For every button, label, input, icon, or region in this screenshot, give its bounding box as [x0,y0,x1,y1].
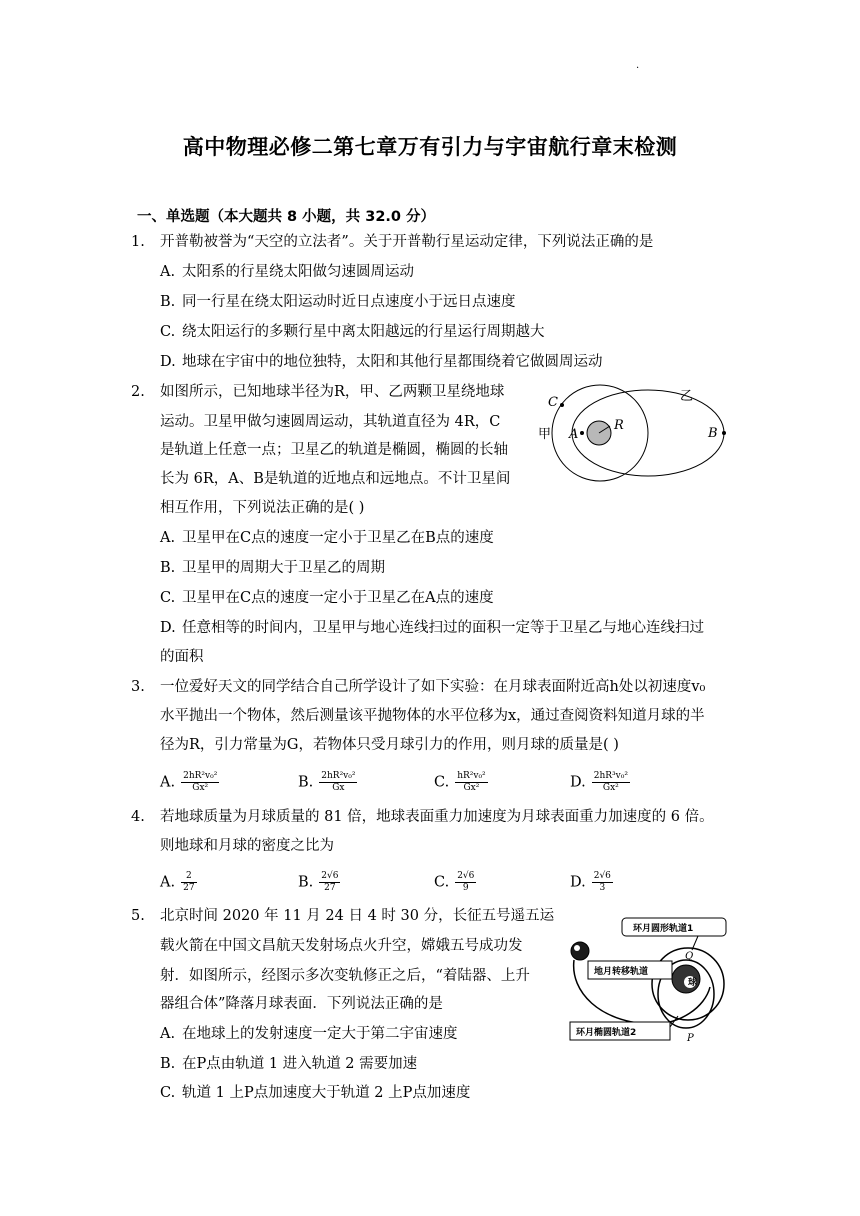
label-jia: 甲 [538,427,552,442]
question-stem-line: 北京时间 2020 年 11 月 24 日 4 时 30 分，长征五号遥五运 [160,908,555,924]
option-letter: B. [298,874,314,891]
label-transfer: 地月转移轨道 [594,967,649,977]
orbit-diagram [532,382,732,500]
option-letter: D. [570,774,586,791]
question-stem-line: 若地球质量为月球质量的 81 倍，地球表面重力加速度为月球表面重力加速度的 6 倍。 [160,809,714,825]
option-c [434,771,488,794]
option-d-continued: 的面积 [160,649,204,665]
option-a [160,771,219,794]
option-letter: A. [160,774,176,791]
option-text: 在地球上的发射速度一定大于第二宇宙速度 [182,1026,458,1042]
question-stem-line: 载火箭在中国文昌航天发射场点火升空，嫦娥五号成功发 [160,938,523,954]
question-stem-line: 径为R，引力常量为G，若物体只受月球引力的作用，则月球的质量是( ) [160,737,619,753]
point-c [560,403,564,407]
fraction-numerator: 2hR²v₀² [321,771,356,781]
option-a [160,262,414,282]
label-track2: 环月椭圆轨道2 [576,1028,637,1038]
option-b [160,558,385,578]
point-b [722,431,726,435]
option-fraction [319,871,340,894]
fraction-denominator: 9 [462,883,469,893]
fraction-numerator: 2√6 [457,871,475,881]
option-text: 任意相等的时间内，卫星甲与地心连线扫过的面积一定等于卫星乙与地心连线扫过 [182,620,704,636]
option-letter: D. [160,620,176,636]
option-letter: C. [160,1085,176,1101]
question-stem-line: 则地球和月球的密度之比为 [160,838,334,854]
option-fraction [181,871,196,894]
header-dot: . [636,60,640,71]
fraction-numerator: 2√6 [593,871,611,881]
question-number: 4. [131,809,145,825]
fraction-denominator: Gx² [192,783,209,793]
option-b [160,1054,417,1074]
question-stem: 开普勒被誉为“天空的立法者”。关于开普勒行星运动定律，下列说法正确的是 [160,234,654,250]
fraction-denominator: Gx² [602,783,619,793]
question-number: 5. [131,908,145,924]
option-letter: A. [160,264,176,280]
option-letter: D. [160,354,176,370]
option-letter: B. [160,1056,176,1072]
option-text: 卫星甲的周期大于卫星乙的周期 [182,560,385,576]
option-text: 卫星甲在C点的速度一定小于卫星乙在A点的速度 [182,590,494,606]
option-fraction [181,771,219,794]
option-letter: A. [160,874,176,891]
option-c [160,322,545,342]
option-d [570,871,613,894]
label-a: A [569,427,579,442]
option-c [160,1083,470,1103]
option-c [160,588,494,608]
option-fraction [455,771,487,794]
fraction-numerator: 2 [181,871,196,883]
label-b: B [708,426,718,441]
option-a [160,528,494,548]
option-letter: D. [570,874,586,891]
option-d [570,771,630,794]
option-text: 地球在宇宙中的地位独特，太阳和其他行星都围绕着它做圆周运动 [182,354,603,370]
fraction-denominator: Gx² [463,783,480,793]
option-a [160,871,197,894]
moon-label: 球 [688,978,698,988]
option-letter: C. [160,590,176,606]
option-fraction [592,771,630,794]
option-text: 绕太阳运行的多颗行星中离太阳越远的行星运行周期越大 [182,324,545,340]
option-letter: C. [434,774,450,791]
option-b [298,771,357,794]
label-yi: 乙 [680,389,694,404]
option-letter: B. [160,560,176,576]
fraction-denominator: 3 [599,883,606,893]
option-letter: A. [160,530,176,546]
fraction-numerator: 2hR²v₀² [183,771,218,781]
option-a [160,1024,458,1044]
label-p: P [687,1033,694,1044]
question-stem-line: 一位爱好天文的同学结合自己所学设计了如下实验：在月球表面附近高h处以初速度v₀ [160,679,706,695]
question-number: 3. [131,679,145,695]
option-b [298,871,340,894]
option-fraction [592,871,613,894]
label-c: C [548,395,558,410]
option-d [160,352,603,372]
fraction-denominator: 27 [324,883,336,893]
label-q: Q [685,951,694,962]
option-b [160,292,516,312]
question-stem-line: 是轨道上任意一点；卫星乙的轨道是椭圆，椭圆的长轴 [160,442,508,458]
question-stem-line: 长为 6R，A、B是轨道的近地点和远地点。不计卫星间 [160,471,511,487]
option-d [160,618,704,638]
fraction-denominator: Gx [332,783,345,793]
option-fraction [455,871,476,894]
option-letter: B. [298,774,314,791]
question-stem-line: 水平抛出一个物体，然后测量该平抛物体的水平位移为x，通过查阅资料知道月球的半 [160,708,705,724]
label-r: R [614,418,624,433]
option-text: 轨道 1 上P点加速度大于轨道 2 上P点加速度 [182,1085,471,1101]
option-text: 同一行星在绕太阳运动时近日点速度小于远日点速度 [182,294,516,310]
option-text: 卫星甲在C点的速度一定小于卫星乙在B点的速度 [182,530,494,546]
earth-icon [571,942,589,960]
question-stem-line: 如图所示，已知地球半径为R，甲、乙两颗卫星绕地球 [160,384,505,400]
question-stem-line: 相互作用，下列说法正确的是( ) [160,500,365,516]
fraction-numerator: 2√6 [321,871,339,881]
question-stem-line: 运动。卫星甲做匀速圆周运动，其轨道直径为 4R，C [160,414,501,430]
option-c [434,871,476,894]
question-stem-line: 器组合体”降落月球表面．下列说法正确的是 [160,996,443,1012]
point-a [580,431,584,435]
option-letter: B. [160,294,176,310]
question-stem-line: 射．如图所示，经图示多次变轨修正之后，“着陆器、上升 [160,968,530,984]
option-text: 在P点由轨道 1 进入轨道 2 需要加速 [182,1056,418,1072]
page-title: 高中物理必修二第七章万有引力与宇宙航行章末检测 [182,135,678,159]
question-number: 1. [131,234,145,250]
option-letter: A. [160,1026,176,1042]
label-track1: 环月圆形轨道1 [633,924,694,934]
option-text: 太阳系的行星绕太阳做匀速圆周运动 [182,264,414,280]
fraction-numerator: 2hR³v₀² [593,771,628,781]
question-number: 2. [131,384,145,400]
section-heading: 一、单选题（本大题共 8 小题，共 32.0 分） [137,209,436,225]
fraction-denominator: 27 [183,883,195,893]
option-letter: C. [160,324,176,340]
fraction-numerator: hR²v₀² [457,771,486,781]
option-fraction [319,771,357,794]
option-letter: C. [434,874,450,891]
lunar-orbit-diagram [560,912,732,1044]
